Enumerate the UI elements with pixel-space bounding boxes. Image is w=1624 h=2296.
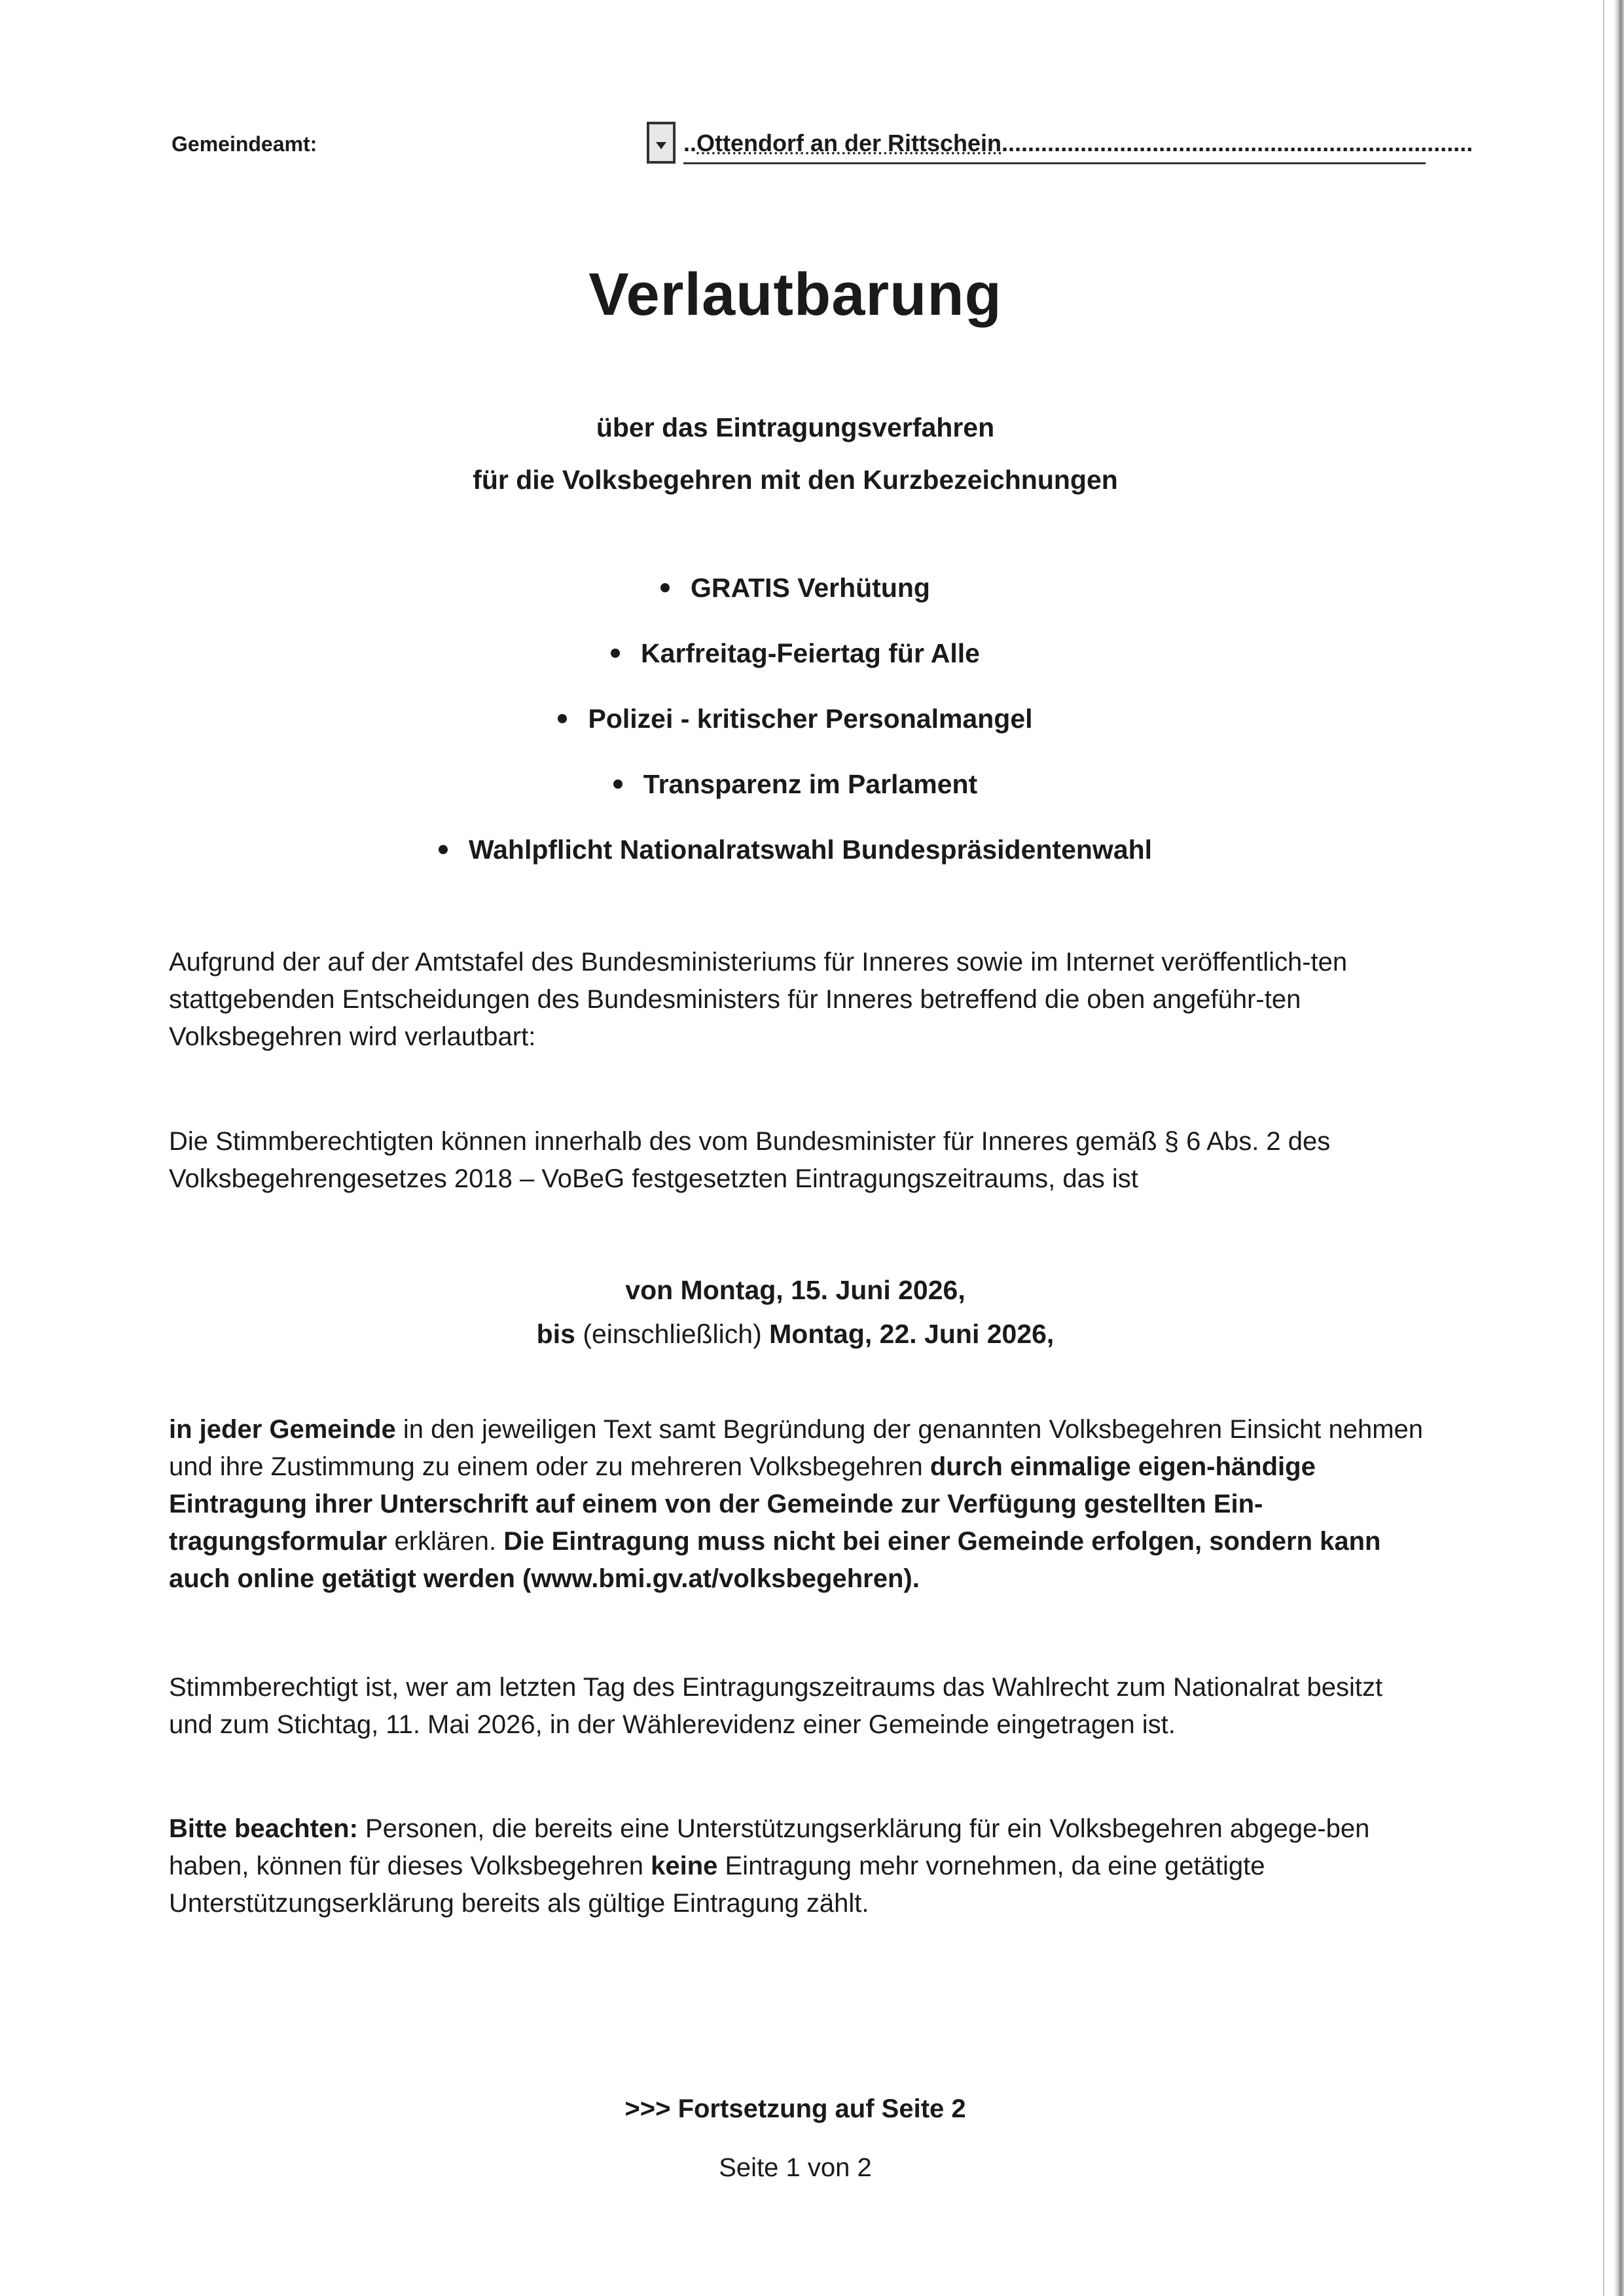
- scan-page-edge: [1614, 0, 1624, 2296]
- initiative-label: Wahlpflicht Nationalratswahl Bundespräsidentenwahl: [468, 834, 1153, 865]
- paragraph-text: erklären.: [387, 1527, 504, 1556]
- initiative-label: Transparenz im Parlament: [643, 769, 978, 799]
- period-from: von Montag, 15. Juni 2026,: [625, 1275, 965, 1305]
- municipality-leader-dots: ..: [683, 130, 697, 156]
- online-registration-note: Die Eintragung muss nicht bei einer Gemeinde erfolgen, sondern kann auch online getätigt werden (www.bmi.gv.at/volksbegehren).: [169, 1527, 1381, 1593]
- period-until-prefix: bis: [536, 1319, 575, 1349]
- paragraph-text: Personen, die bereits eine Unterstützungserklärung für ein Volksbegehren abgege-ben haben, können für dieses Volksbegehren: [169, 1814, 1370, 1880]
- paragraph-bold-text: durch einmalige eigen-händige Eintragung ihrer Unterschrift auf einem von der Gemeinde zur Verfügung gestellten Ein-tragungsformular: [169, 1452, 1316, 1556]
- paragraph-registration-period-intro: Die Stimmberechtigten können innerhalb des vom Bundesminister für Inneres gemäß § 6 Abs. 2 des Volksbegehrengesetzes 2018 – VoBeG festgesetzten Eintragungszeitraums, das ist: [169, 1127, 1331, 1193]
- list-item: [0, 830, 1591, 895]
- list-item: [0, 699, 1591, 764]
- initiative-list: [0, 568, 1591, 895]
- chevron-down-icon: [656, 142, 666, 149]
- intro-line-2: für die Volksbegehren mit den Kurzbezeichnungen: [473, 465, 1118, 495]
- municipality-label: Gemeindeamt:: [171, 132, 317, 156]
- municipality-trailing-dots: ........................................................................: [1001, 130, 1473, 156]
- list-item: [0, 764, 1591, 830]
- municipality-value: Ottendorf an der Rittschein: [696, 130, 1002, 156]
- paragraph-eligibility: Stimmberechtigt ist, wer am letzten Tag des Eintragungszeitraums das Wahlrecht zum Nationalrat besitzt und zum Stichtag, 11. Mai 2026, in der Wählerevidenz einer Gemeinde eingetragen ist.: [169, 1673, 1383, 1739]
- continuation-note: >>> Fortsetzung auf Seite 2: [624, 2094, 966, 2123]
- page-number: Seite 1 von 2: [719, 2153, 872, 2182]
- municipality-dropdown-button[interactable]: [647, 122, 676, 164]
- municipality-select[interactable]: [683, 130, 1473, 164]
- paragraph-legal-basis: Aufgrund der auf der Amtstafel des Bundesministeriums für Inneres sowie im Internet veröffentlich-ten stattgebenden Entscheidungen des Bundesministers für Inneres betreffend die oben angeführ-ten Volksbegehren wird verlautbart:: [169, 948, 1348, 1051]
- page-title: Verlautbarung: [588, 261, 1002, 328]
- paragraph-bold-text: keine: [651, 1852, 718, 1880]
- period-until-date: Montag, 22. Juni 2026,: [769, 1319, 1055, 1349]
- initiative-label: Polizei - kritischer Personalmangel: [588, 704, 1033, 734]
- list-item: [0, 634, 1591, 699]
- initiative-label: GRATIS Verhütung: [691, 573, 930, 603]
- paragraph-text: Eintragung mehr vornehmen, da eine getätigte Unterstützungserklärung bereits als gültige Eintragung zählt.: [169, 1852, 1265, 1918]
- list-item: [0, 568, 1591, 634]
- period-until-note: (einschließlich): [583, 1319, 762, 1349]
- bullet-icon: [611, 649, 620, 658]
- paragraph-notice: [169, 1810, 1432, 1922]
- notice-label: Bitte beachten:: [169, 1814, 358, 1843]
- paragraph-text: in den jeweiligen Text samt Begründung der genannten Volksbegehren Einsicht nehmen und ihre Zustimmung zu einem oder zu mehreren Volksbegehren: [169, 1415, 1423, 1481]
- paragraph-registration-instructions: [169, 1411, 1432, 1598]
- paragraph-lead-bold: in jeder Gemeinde: [169, 1415, 396, 1444]
- scan-shadow-line: [1603, 0, 1604, 2296]
- bullet-icon: [439, 845, 448, 854]
- bullet-icon: [558, 714, 567, 723]
- period-until: [0, 1312, 1591, 1356]
- intro-line-1: über das Eintragungsverfahren: [596, 412, 995, 442]
- initiative-label: Karfreitag-Feiertag für Alle: [641, 638, 980, 668]
- bullet-icon: [660, 583, 670, 592]
- bullet-icon: [613, 780, 623, 789]
- registration-period: [0, 1268, 1591, 1356]
